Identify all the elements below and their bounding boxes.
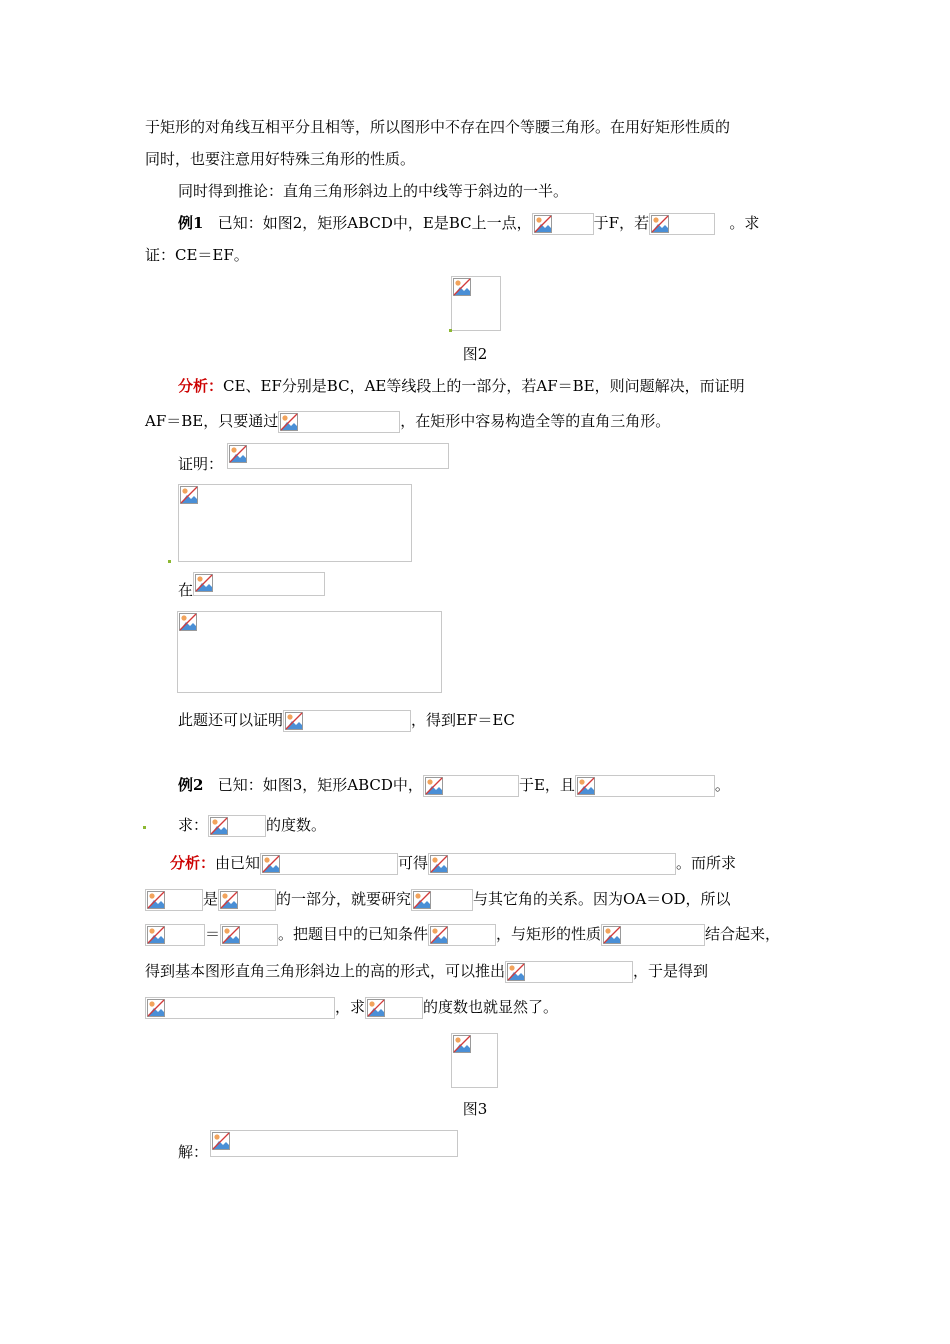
broken-image-icon [430, 855, 448, 873]
formula-image [423, 775, 519, 797]
formula-image [505, 961, 633, 983]
analysis-text: ，在矩形中容易构造全等的直角三角形。 [400, 412, 671, 430]
formula-image [260, 853, 398, 875]
broken-image-icon [180, 486, 198, 504]
formula-image [365, 997, 423, 1019]
broken-image-icon [147, 999, 165, 1017]
broken-image-icon [220, 891, 238, 909]
figure-3-image [451, 1033, 498, 1088]
proof-text: ，得到EF＝EC [411, 711, 515, 729]
statement-text: 。求 [729, 214, 760, 232]
analysis-text: 与其它角的关系。因为OA＝OD，所以 [473, 890, 731, 908]
analysis-text: 。把题目中的已知条件 [278, 925, 429, 943]
anchor-marker [168, 560, 171, 563]
proof-formula-image [178, 484, 412, 562]
analysis-text: 的一部分，就要研究 [276, 890, 412, 908]
analysis-text: 结合起来， [705, 925, 781, 943]
anchor-marker [449, 329, 452, 332]
figure-caption: 图3 [462, 1100, 488, 1118]
formula-image [428, 924, 496, 946]
broken-image-icon [195, 574, 213, 592]
analysis-text: 。而所求 [676, 854, 737, 872]
proof-formula-image [193, 572, 325, 596]
analysis-text: AF＝BE，只要通过 [145, 412, 279, 430]
analysis-text: 可得 [398, 854, 429, 872]
analysis-label: 分析： [170, 854, 216, 872]
broken-image-icon [507, 963, 525, 981]
analysis-2-line [145, 996, 558, 1019]
formula-image [575, 775, 715, 797]
solution-label: 解： [178, 1143, 209, 1161]
body-text-line: 证：CE＝EF。 [145, 246, 249, 264]
statement-text: 已知：如图3，矩形ABCD中， [217, 776, 423, 794]
formula-image [220, 924, 278, 946]
analysis-text: ，与矩形的性质 [496, 925, 602, 943]
broken-image-icon [413, 891, 431, 909]
analysis-label: 分析： [178, 377, 224, 395]
broken-image-icon [367, 999, 385, 1017]
formula-image [532, 213, 594, 235]
broken-image-icon [425, 777, 443, 795]
formula-image [208, 815, 266, 837]
analysis-2-line [145, 923, 780, 946]
broken-image-icon [222, 926, 240, 944]
statement-text: 。 [714, 776, 730, 794]
broken-image-icon [210, 817, 228, 835]
formula-image [283, 710, 411, 732]
broken-image-icon [603, 926, 621, 944]
analysis-text: 由已知 [215, 854, 261, 872]
proof-formula-image [177, 611, 442, 693]
statement-text: 求： [178, 816, 209, 834]
example-1-statement [178, 212, 759, 235]
analysis-text: ＝ [205, 925, 221, 943]
analysis-2-line [145, 960, 708, 983]
proof-text: 此题还可以证明 [178, 711, 284, 729]
solution-formula-image [210, 1130, 458, 1157]
formula-image [218, 889, 276, 911]
broken-image-icon [212, 1132, 230, 1150]
formula-image [601, 924, 705, 946]
broken-image-icon [179, 613, 197, 631]
proof-text: 在 [178, 581, 194, 599]
example-2-question [178, 814, 326, 837]
broken-image-icon [262, 855, 280, 873]
broken-image-icon [651, 215, 669, 233]
analysis-2-line [170, 852, 736, 875]
statement-text: 于E，且 [518, 776, 575, 794]
broken-image-icon [453, 1035, 471, 1053]
broken-image-icon [285, 712, 303, 730]
formula-image [649, 213, 715, 235]
analysis-2-line [145, 888, 731, 911]
proof-label: 证明： [178, 455, 224, 473]
example-label: 例1 [178, 214, 204, 232]
analysis-1-line [145, 410, 670, 433]
analysis-text: 是 [203, 890, 219, 908]
formula-image [145, 997, 335, 1019]
broken-image-icon [534, 215, 552, 233]
statement-text: 的度数。 [266, 816, 327, 834]
proof-formula-image [227, 443, 449, 469]
example-label: 例2 [178, 776, 204, 794]
formula-image [411, 889, 473, 911]
broken-image-icon [229, 445, 247, 463]
example-2-statement [178, 774, 730, 797]
broken-image-icon [577, 777, 595, 795]
analysis-text: CE、EF分别是BC，AE等线段上的一部分，若AF＝BE，则问题解决，而证明 [223, 377, 745, 395]
body-text-line: 同时得到推论：直角三角形斜边上的中线等于斜边的一半。 [178, 182, 569, 200]
statement-text: 于F，若 [593, 214, 650, 232]
proof-alt-line [178, 709, 515, 732]
broken-image-icon [280, 413, 298, 431]
statement-text: 已知：如图2，矩形ABCD中，E是BC上一点， [217, 214, 532, 232]
broken-image-icon [147, 891, 165, 909]
analysis-1-line [178, 375, 745, 397]
body-text-line: 同时，也要注意用好特殊三角形的性质。 [145, 150, 416, 168]
formula-image [278, 411, 400, 433]
formula-image [145, 924, 205, 946]
formula-image [428, 853, 676, 875]
figure-2-image [451, 276, 501, 331]
analysis-text: 的度数也就显然了。 [423, 998, 559, 1016]
figure-caption: 图2 [462, 345, 488, 363]
analysis-text: ，于是得到 [633, 962, 709, 980]
anchor-marker [143, 826, 146, 829]
analysis-text: ，求 [335, 998, 366, 1016]
broken-image-icon [147, 926, 165, 944]
broken-image-icon [453, 278, 471, 296]
body-text-line: 于矩形的对角线互相平分且相等，所以图形中不存在四个等腰三角形。在用好矩形性质的 [145, 118, 731, 136]
formula-image [145, 889, 203, 911]
analysis-text: 得到基本图形直角三角形斜边上的高的形式，可以推出 [145, 962, 506, 980]
broken-image-icon [430, 926, 448, 944]
